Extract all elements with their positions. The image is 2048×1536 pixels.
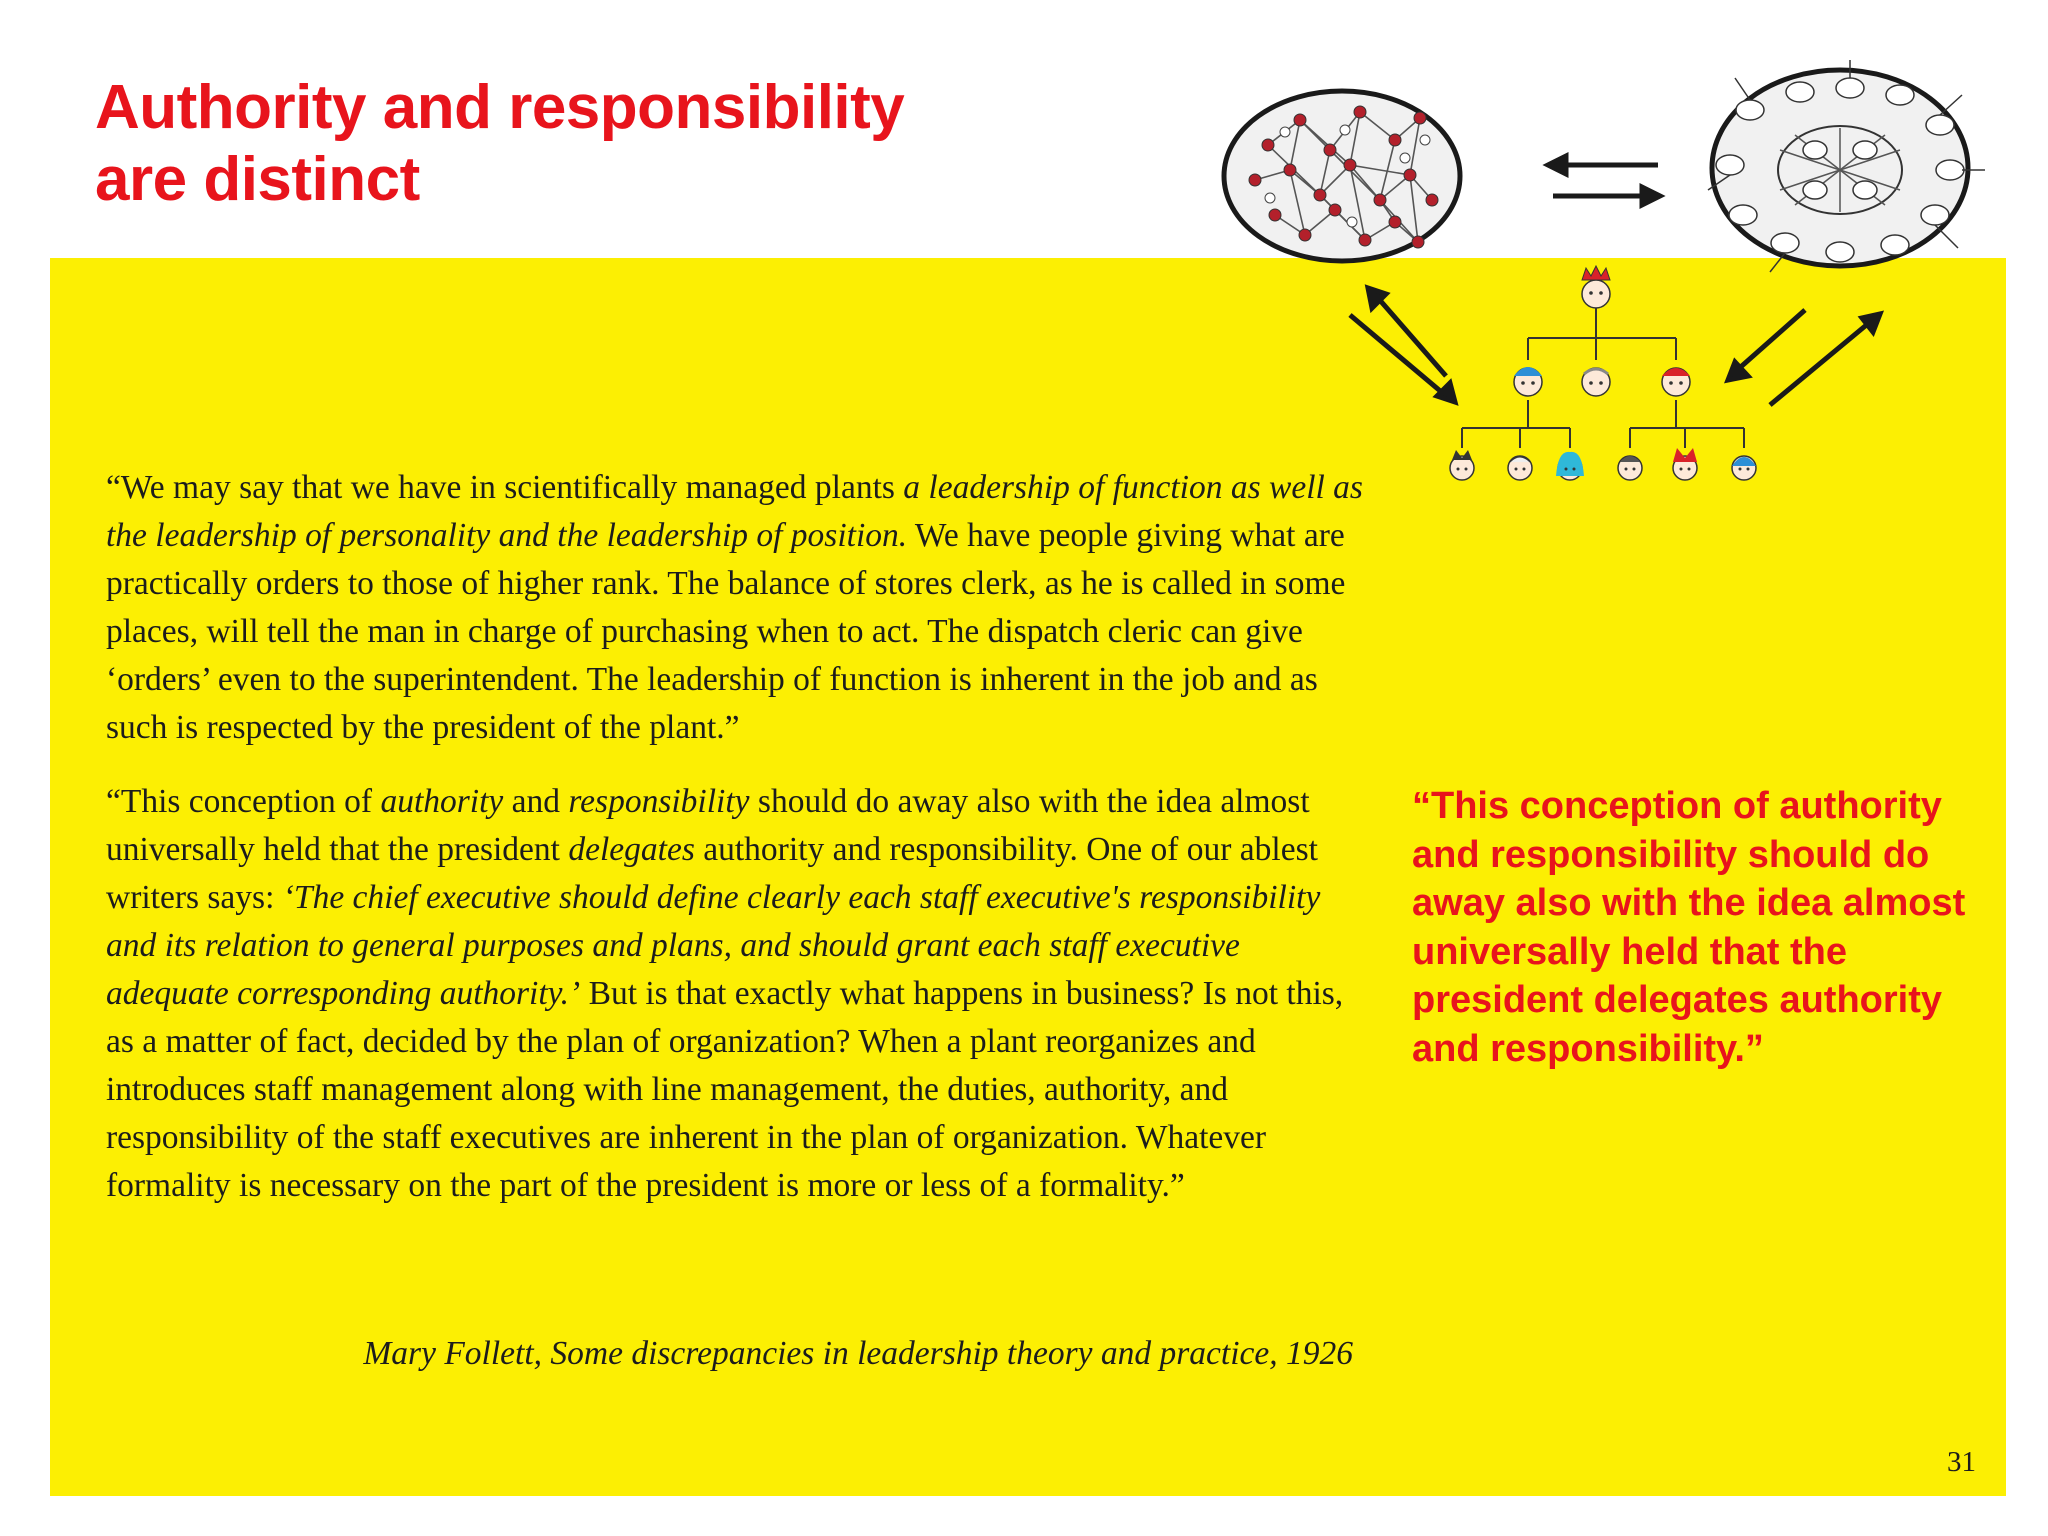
quote-run: But is that exactly what happens in business? Is not this, as a matter of fact, decided by the plan of organization? When a plant reorganizes and introduces staff management along with line management, the duties, authority, and responsibility of the staff executives are inherent in the plan of organization. Whatever formality is necessary on the part of the president is more or less of a formality.” — [106, 975, 1344, 1204]
quote-run-italic: ‘The chief executive should define clearly each staff executive's responsibility and its relation to general purposes and plans, and should grant each staff executive adequate corresponding authority.’ — [106, 879, 1321, 1012]
quote-run: and — [503, 783, 569, 820]
quote-run-italic: a leadership of function as well as the leadership of personality and the leadership of position. — [106, 469, 1363, 554]
slide-title-line-1: Authority and responsibility — [95, 73, 905, 142]
org-chart-of-faces-icon — [1450, 266, 1756, 480]
quote-run: “This conception of — [106, 783, 381, 820]
hierarchy-arrows-icon — [1350, 288, 1880, 405]
quote-paragraph-2 — [106, 778, 1366, 1210]
quote-run-italic: responsibility — [568, 783, 750, 820]
quote-run: “We may say that we have in scientifically managed plants — [106, 469, 904, 506]
slide-title-line-2: are distinct — [95, 145, 420, 214]
network-of-nodes-icon — [1224, 91, 1460, 261]
quote-run-italic: delegates — [568, 831, 695, 868]
quote-run-italic: authority — [380, 783, 504, 820]
cluster-of-teams-icon — [1708, 60, 1985, 272]
exchange-arrows-icon — [1548, 156, 1660, 205]
slide-title — [95, 72, 904, 216]
follett-quote — [106, 464, 1366, 1210]
organization-illustration — [1200, 58, 2000, 508]
quote-run: We have people giving what are practically orders to those of higher rank. The balance of stores clerk, as he is called in some places, will tell the man in charge of purchasing when to act. The dispatch cleric can give ‘orders’ even to the superintendent. The leadership of function is inherent in the job and as such is respected by the president of the plant.” — [106, 517, 1346, 746]
page-number: 31 — [1947, 1446, 1976, 1478]
pull-quote: “This conception of authority and responsibility should do away also with the idea almost universally held that the president delegates authority and responsibility.” — [1412, 785, 1966, 1070]
quote-attribution: Mary Follett, Some discrepancies in leadership theory and practice, 1926 — [363, 1335, 1353, 1372]
quote-paragraph-1 — [106, 464, 1366, 752]
quote-run: should do away also with the idea almost universally held that the president — [106, 783, 1310, 868]
quote-run: authority and responsibility. One of our ablest writers says: — [106, 831, 1318, 916]
